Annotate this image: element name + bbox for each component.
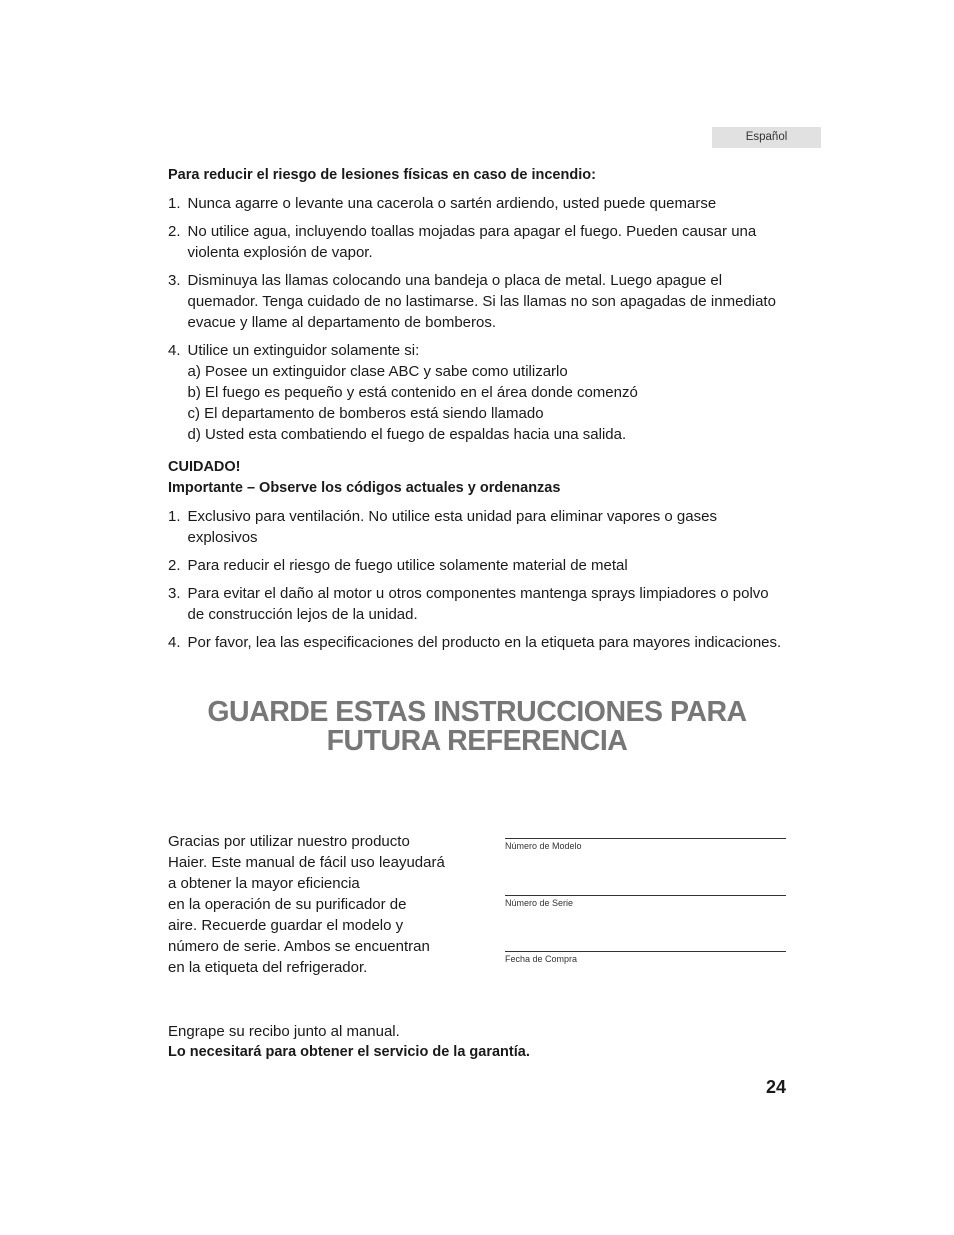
list-item [168,583,788,625]
receipt-note [168,1021,788,1063]
sub-item: c) El departamento de bomberos está siendo llamado [187,405,544,422]
caution-list [168,506,788,653]
page-number: 24 [765,1077,786,1097]
serial-number-label: Número de Serie [505,898,574,908]
model-number-label: Número de Modelo [505,841,582,851]
text-line: en la operación de su purificador de [168,896,407,913]
list-item [168,632,788,653]
list-item [168,221,788,263]
sub-item: b) El fuego es pequeño y está contenido en el área donde comenzó [187,384,638,401]
item-text: Por favor, lea las especificaciones del producto en la etiqueta para mayores indicaciones. [187,634,782,651]
text-line: a obtener la mayor eficiencia [168,875,360,892]
list-item [168,506,788,548]
model-number-field[interactable] [505,838,786,851]
text-line: número de serie. Ambos se encuentran [168,938,430,955]
serial-number-field[interactable] [505,895,786,908]
text-line: Gracias por utilizar nuestro producto [168,833,410,850]
caution-subheading: Importante – Observe los códigos actuales y ordenanzas [168,480,561,496]
item-number: 2. [168,557,181,574]
item-number: 4. [168,342,181,359]
save-instructions-title [168,698,786,756]
item-text: Para evitar el daño al motor u otros componentes mantenga sprays limpiadores o polvo de construcción lejos de la unidad. [187,585,769,623]
fire-safety-heading: Para reducir el riesgo de lesiones físicas en caso de incendio: [168,167,596,183]
item-number: 3. [168,585,181,602]
item-text: Para reducir el riesgo de fuego utilice solamente material de metal [187,557,628,574]
item-number: 2. [168,223,181,240]
item-number: 1. [168,195,181,212]
caution-section [168,457,788,660]
purchase-date-label: Fecha de Compra [505,954,578,964]
item-number: 1. [168,508,181,525]
fire-safety-list [168,193,788,445]
purchase-date-field[interactable] [505,951,786,964]
sub-item: a) Posee un extinguidor clase ABC y sabe como utilizarlo [187,363,568,380]
extinguisher-conditions [188,361,789,445]
receipt-note-line: Engrape su recibo junto al manual. [168,1023,400,1040]
item-text: No utilice agua, incluyendo toallas mojadas para apagar el fuego. Pueden causar una violenta explosión de vapor. [187,223,757,261]
title-line-2: FUTURA REFERENCIA [326,725,628,757]
warranty-note: Lo necesitará para obtener el servicio de la garantía. [168,1044,530,1060]
item-number: 4. [168,634,181,651]
list-item [168,193,788,214]
fire-safety-section [168,165,788,452]
item-number: 3. [168,272,181,289]
list-item [168,270,788,333]
item-text: Utilice un extinguidor solamente si: [187,342,420,359]
item-text: Exclusivo para ventilación. No utilice esta unidad para eliminar vapores o gases explosivos [187,508,717,546]
thank-you-paragraph [168,831,468,978]
language-tab: Español [712,127,821,148]
caution-heading: CUIDADO! [168,459,241,475]
title-line-1: GUARDE ESTAS INSTRUCCIONES PARA [207,696,747,728]
text-line: en la etiqueta del refrigerador. [168,959,368,976]
item-text: Disminuya las llamas colocando una bandeja o placa de metal. Luego apague el quemador. Tenga cuidado de no lastimarse. Si las llamas no son apagadas de inmediato evacue y llame al departamento de bomberos. [187,272,776,331]
text-line: Haier. Este manual de fácil uso leayudará [168,854,445,871]
list-item [168,555,788,576]
list-item [168,340,788,445]
sub-item: d) Usted esta combatiendo el fuego de espaldas hacia una salida. [187,426,627,443]
item-text: Nunca agarre o levante una cacerola o sartén ardiendo, usted puede quemarse [187,195,717,212]
text-line: aire. Recuerde guardar el modelo y [168,917,404,934]
